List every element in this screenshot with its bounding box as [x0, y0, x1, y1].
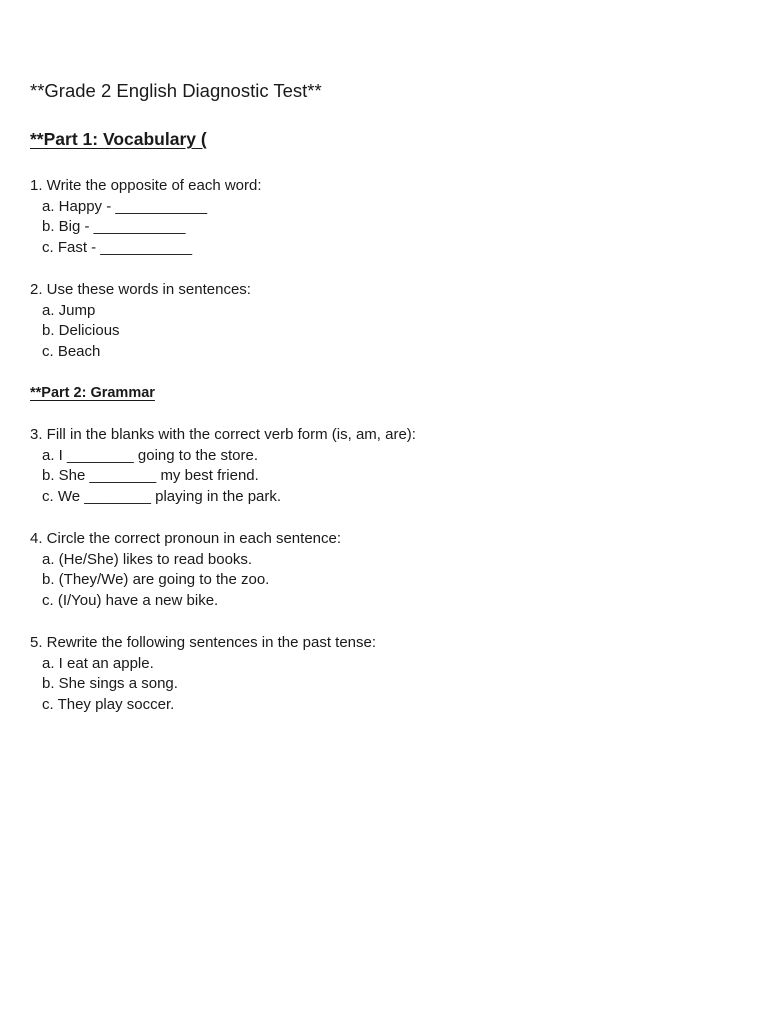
question-item: c. We ________ playing in the park.	[42, 488, 282, 506]
question-item: c. They play soccer.	[42, 696, 175, 714]
question-item: c. (I/You) have a new bike.	[42, 592, 219, 610]
question-item: a. Happy - ___________	[42, 197, 208, 215]
question-3	[30, 425, 416, 508]
question-4	[30, 529, 341, 612]
question-item: c. Fast - ___________	[42, 239, 193, 257]
question-5	[30, 633, 376, 716]
question-item: a. Jump	[42, 301, 96, 319]
question-item: a. I eat an apple.	[42, 654, 154, 672]
section-heading-part-1: **Part 1: Vocabulary (	[30, 129, 207, 149]
question-item: b. Big - ___________	[42, 218, 186, 236]
question-item: b. (They/We) are going to the zoo.	[42, 571, 270, 589]
question-2	[30, 280, 251, 363]
question-item: b. She sings a song.	[42, 675, 178, 693]
question-item: a. (He/She) likes to read books.	[42, 550, 253, 568]
question-item: a. I ________ going to the store.	[42, 446, 258, 464]
question-item: c. Beach	[42, 343, 101, 361]
question-prompt: 2. Use these words in sentences:	[30, 281, 251, 298]
question-prompt: 3. Fill in the blanks with the correct verb form (is, am, are):	[30, 426, 416, 443]
question-item: b. Delicious	[42, 322, 120, 340]
question-1	[30, 176, 262, 259]
page-title: **Grade 2 English Diagnostic Test**	[30, 80, 322, 101]
section-heading-part-2: **Part 2: Grammar	[30, 385, 155, 401]
question-item: b. She ________ my best friend.	[42, 467, 259, 485]
question-prompt: 1. Write the opposite of each word:	[30, 177, 262, 194]
question-prompt: 4. Circle the correct pronoun in each sentence:	[30, 530, 342, 547]
question-prompt: 5. Rewrite the following sentences in the past tense:	[30, 634, 377, 651]
